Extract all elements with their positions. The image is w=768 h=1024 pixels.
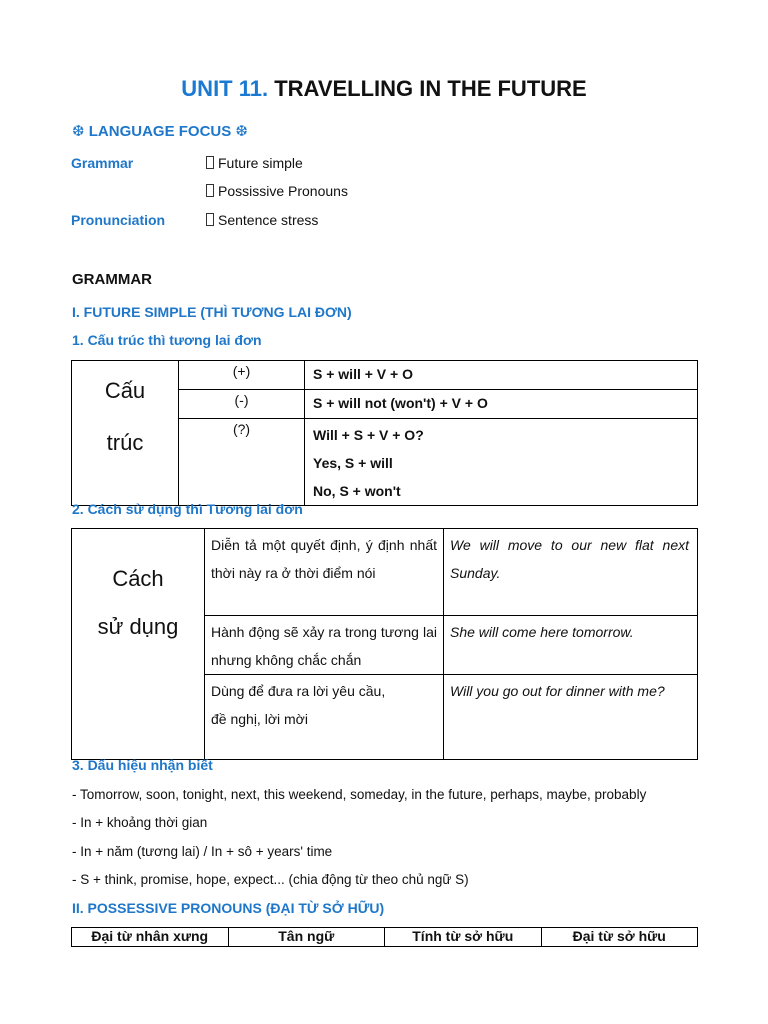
column-header: Tính từ sở hữu — [385, 928, 542, 947]
structure-label-cell — [72, 361, 179, 506]
structure-label-line: trúc — [106, 430, 144, 455]
checkbox-icon — [206, 184, 214, 197]
pronunciation-item — [206, 212, 318, 228]
checkbox-icon — [206, 213, 214, 226]
usage-cell: Diễn tả một quyết định, ý định nhất thời này ra ở thời điểm nói — [205, 529, 444, 616]
language-focus-heading: ❆ LANGUAGE FOCUS ❆ — [72, 123, 248, 140]
unit-number: UNIT 11. — [181, 76, 269, 101]
sign-cell: (?) — [179, 419, 305, 506]
signal-line: - In + năm (tương lai) / In + sô + years' time — [72, 844, 333, 859]
table-header-row — [72, 928, 698, 947]
formula-line: Yes, S + will — [313, 455, 393, 471]
section-title-future-simple: I. FUTURE SIMPLE (THÌ TƯƠNG LAI ĐƠN) — [72, 304, 352, 320]
usage-cell: Hành động sẽ xảy ra trong tương lai nhưng không chắc chắn — [205, 616, 444, 675]
structure-label-line: Cấu — [104, 378, 146, 403]
subsection-signals: 3. Dấu hiệu nhận biết — [72, 757, 213, 773]
unit-title: TRAVELLING IN THE FUTURE — [274, 76, 587, 101]
pronunciation-label: Pronunciation — [71, 212, 166, 228]
section-title-possessive-pronouns: II. POSSESSIVE PRONOUNS (ĐẠI TỪ SỞ HỮU) — [72, 900, 385, 916]
grammar-heading: GRAMMAR — [72, 271, 152, 288]
usage-label-line: sử dụng — [97, 614, 179, 639]
usage-line: đề nghị, lời mời — [211, 711, 308, 727]
grammar-item — [206, 183, 348, 199]
example-cell: She will come here tomorrow. — [444, 616, 698, 675]
subsection-usage: 2. Cách sử dụng thì Tương lai đơn — [72, 501, 303, 517]
column-header: Đại từ sở hữu — [541, 928, 698, 947]
formula-cell: S + will + V + O — [305, 361, 698, 390]
grammar-item — [206, 155, 303, 171]
pronunciation-item-text: Sentence stress — [218, 212, 319, 228]
example-cell: We will move to our new flat next Sunday. — [444, 529, 698, 616]
usage-cell — [205, 675, 444, 760]
sign-cell: (-) — [179, 390, 305, 419]
formula-cell: S + will not (won't) + V + O — [305, 390, 698, 419]
structure-table — [71, 360, 698, 506]
signal-line: - In + khoảng thời gian — [72, 815, 208, 830]
usage-line: Dùng để đưa ra lời yêu cầu, — [211, 683, 386, 699]
grammar-label: Grammar — [71, 155, 134, 171]
example-cell: Will you go out for dinner with me? — [444, 675, 698, 760]
usage-label-cell — [72, 529, 205, 760]
formula-line: No, S + won't — [313, 483, 401, 499]
pronoun-table — [71, 927, 698, 947]
grammar-item-text: Future simple — [218, 155, 303, 171]
grammar-item-text: Possissive Pronouns — [218, 183, 348, 199]
subsection-structure: 1. Cấu trúc thì tương lai đơn — [72, 332, 262, 348]
signal-line: - S + think, promise, hope, expect... (chia động từ theo chủ ngữ S) — [72, 872, 469, 887]
checkbox-icon — [206, 156, 214, 169]
usage-table — [71, 528, 698, 760]
signal-line: - Tomorrow, soon, tonight, next, this weekend, someday, in the future, perhaps, maybe, probably — [72, 787, 647, 802]
formula-cell — [305, 419, 698, 506]
usage-label-line: Cách — [112, 566, 164, 591]
column-header: Đại từ nhân xưng — [72, 928, 229, 947]
formula-line: Will + S + V + O? — [313, 427, 424, 443]
column-header: Tân ngữ — [228, 928, 385, 947]
sign-cell: (+) — [179, 361, 305, 390]
page-title — [0, 76, 768, 102]
